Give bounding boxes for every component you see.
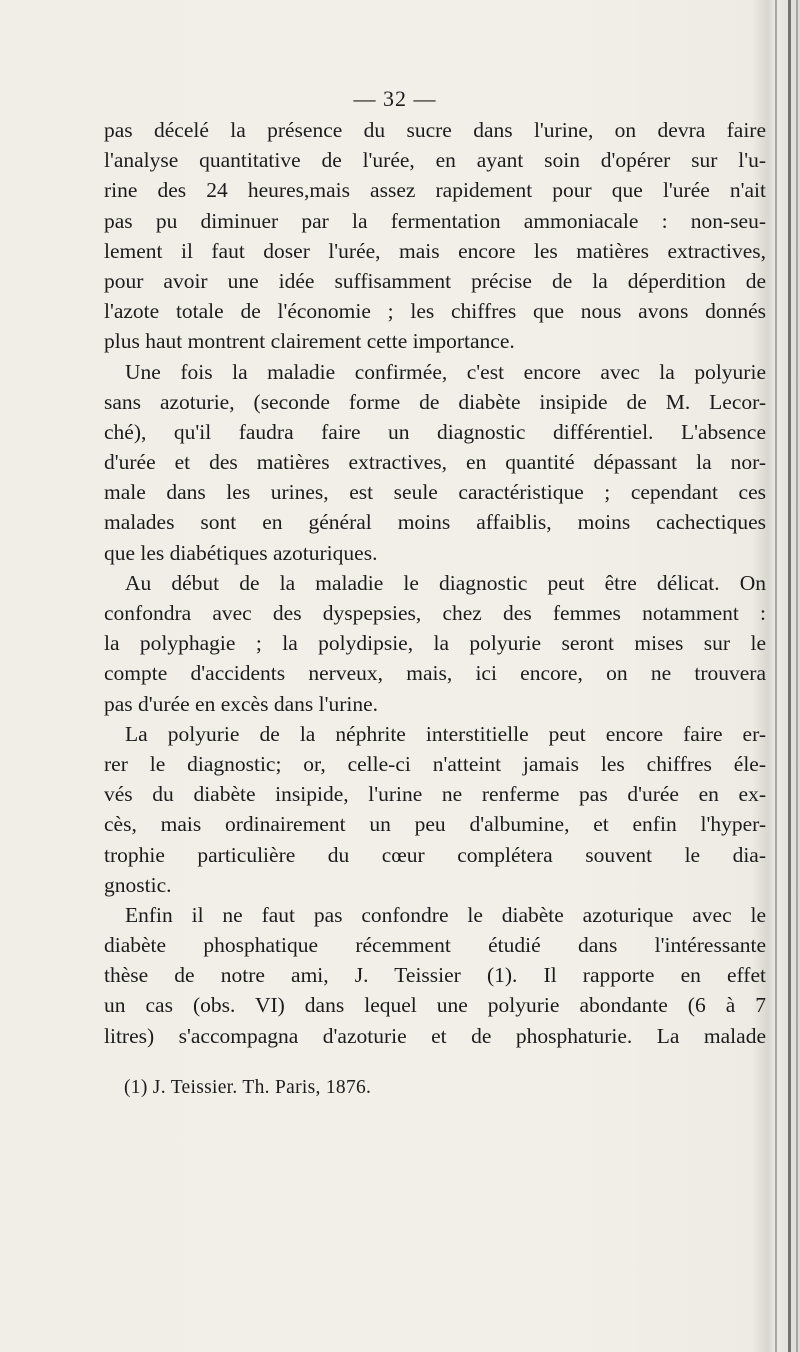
text-line: sans azoturie, (seconde forme de diabète insipide de M. Lecor- [104, 389, 766, 414]
text-line: lement il faut doser l'urée, mais encore les matières extractives, [104, 238, 766, 263]
text-line: d'urée et des matières extractives, en quantité dépassant la nor- [104, 450, 766, 475]
text-line: l'analyse quantitative de l'urée, en ayant soin d'opérer sur l'u- [104, 148, 766, 173]
text-line: compte d'accidents nerveux, mais, ici encore, on ne trouvera [104, 661, 766, 686]
text-line: Enfin il ne faut pas confondre le diabète azoturique avec le [125, 902, 766, 927]
text-line: thèse de notre ami, J. Teissier (1). Il rapporte en effet [104, 963, 766, 988]
text-line: malades sont en général moins affaiblis, moins cachectiques [104, 510, 766, 535]
text-line: litres) s'accompagna d'azoturie et de phosphaturie. La malade [104, 1023, 766, 1048]
text-line: la polyphagie ; la polydipsie, la polyurie seront mises sur le [104, 631, 766, 656]
text-line: l'azote totale de l'économie ; les chiffres que nous avons donnés [104, 299, 766, 324]
text-line: pour avoir une idée suffisamment précise de la déperdition de [104, 268, 766, 293]
text-line: La polyurie de la néphrite interstitielle peut encore faire er- [125, 721, 766, 746]
text-line: gnostic. [104, 872, 172, 897]
text-line: diabète phosphatique récemment étudié dans l'intéressante [104, 933, 766, 958]
text-line: cès, mais ordinairement un peu d'albumine, et enfin l'hyper- [104, 812, 766, 837]
text-line: vés du diabète insipide, l'urine ne renferme pas d'urée en ex- [104, 782, 766, 807]
text-line: que les diabétiques azoturiques. [104, 540, 378, 565]
text-line: rer le diagnostic; or, celle-ci n'atteint jamais les chiffres éle- [104, 751, 766, 776]
page-edge-shadow [788, 0, 791, 1352]
page-edge-shadow [775, 0, 777, 1352]
text-line: pas d'urée en excès dans l'urine. [104, 691, 378, 716]
footnote: (1) J. Teissier. Th. Paris, 1876. [124, 1077, 372, 1098]
text-line: un cas (obs. VI) dans lequel une polyurie abondante (6 à 7 [104, 993, 766, 1018]
text-line: pas décelé la présence du sucre dans l'urine, on devra faire [104, 118, 766, 142]
text-line: rine des 24 heures,mais assez rapidement pour que l'urée n'ait [104, 178, 766, 203]
text-line: Une fois la maladie confirmée, c'est encore avec la polyurie [125, 359, 766, 384]
text-line: male dans les urines, est seule caractéristique ; cependant ces [104, 480, 766, 505]
page-edge-shadow [796, 0, 798, 1352]
text-line: plus haut montrent clairement cette importance. [104, 329, 515, 354]
page-number: — 32 — [353, 86, 437, 111]
body-text [104, 115, 766, 1051]
text-line: ché), qu'il faudra faire un diagnostic différentiel. L'absence [104, 419, 766, 444]
text-line: trophie particulière du cœur complétera souvent le dia- [104, 842, 766, 867]
text-line: confondra avec des dyspepsies, chez des femmes notamment : [104, 601, 766, 625]
text-line: pas pu diminuer par la fermentation ammoniacale : non-seu- [104, 208, 766, 233]
text-line: Au début de la maladie le diagnostic peut être délicat. On [125, 570, 766, 595]
